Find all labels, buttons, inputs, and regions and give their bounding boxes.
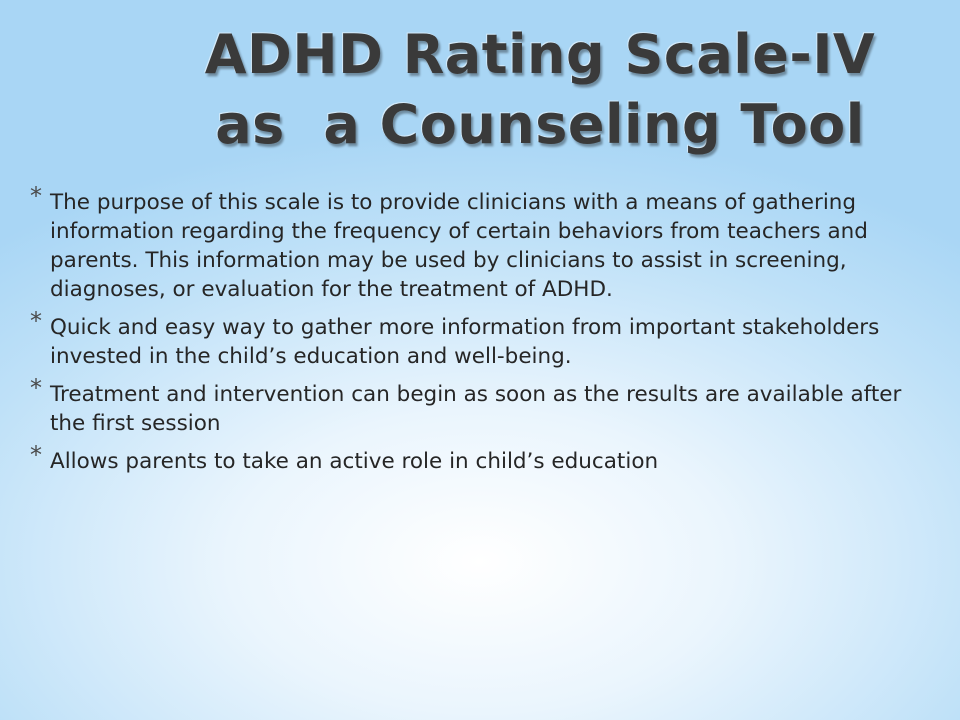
title-line-1: ADHD Rating Scale-IV xyxy=(204,23,876,86)
bullet-text: Quick and easy way to gather more information from important stakeholders invested in the child’s education and well-being. xyxy=(50,315,880,369)
bullet-text: The purpose of this scale is to provide clinicians with a means of gathering information regarding the frequency of certain behaviors from teachers and parents. This information may be used by clinicians to assist in screening, diagnoses, or evaluation for the treatment of ADHD. xyxy=(50,190,868,302)
asterisk-bullet-icon: * xyxy=(30,307,42,335)
bullet-item xyxy=(30,374,920,438)
bullet-item xyxy=(30,307,920,371)
bullet-text: Allows parents to take an active role in child’s education xyxy=(50,449,659,474)
asterisk-bullet-icon: * xyxy=(30,182,42,210)
slide-title xyxy=(160,20,920,160)
bullet-list xyxy=(30,182,920,485)
bullet-text: Treatment and intervention can begin as soon as the results are available after the first session xyxy=(50,382,902,436)
bullet-item xyxy=(30,182,920,304)
bullet-item xyxy=(30,441,920,476)
asterisk-bullet-icon: * xyxy=(30,374,42,402)
title-line-2: as a Counseling Tool xyxy=(215,93,865,156)
asterisk-bullet-icon: * xyxy=(30,441,42,469)
